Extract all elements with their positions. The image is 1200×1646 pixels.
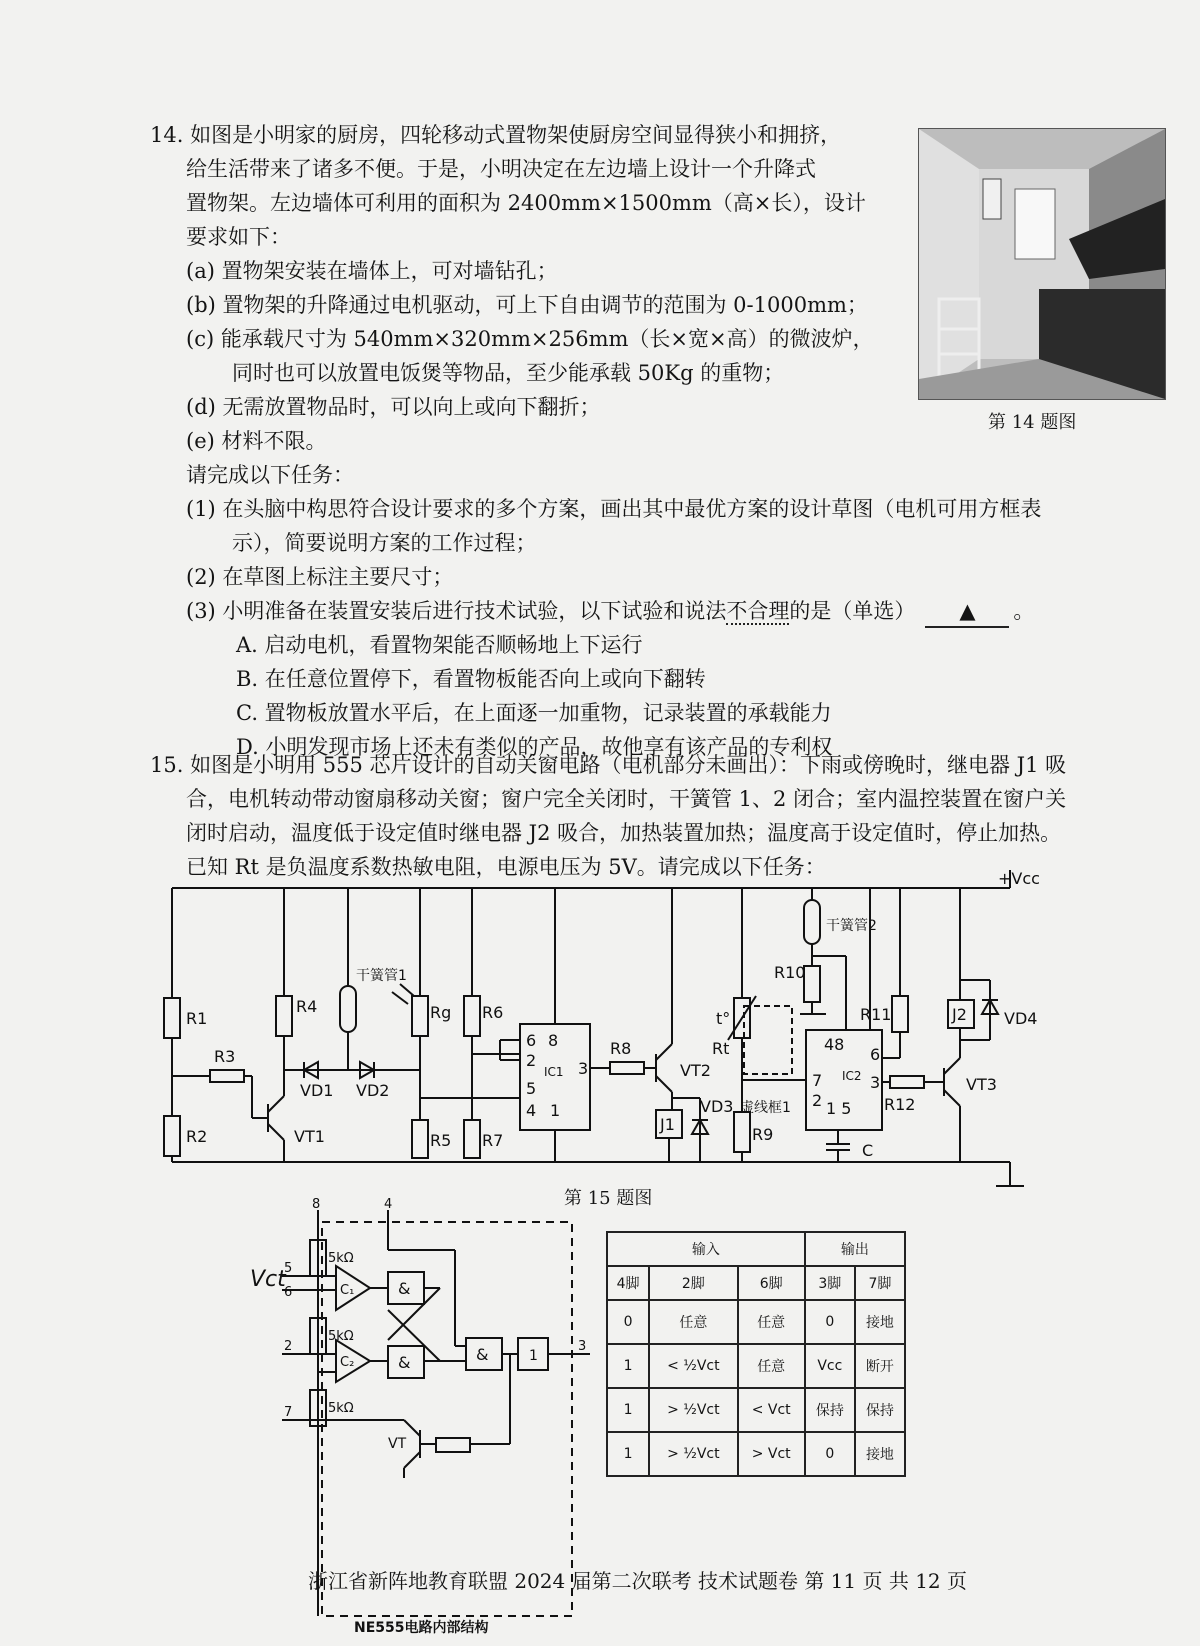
vt1-label: VT1 — [294, 1127, 325, 1146]
vd4-label: VD4 — [1004, 1009, 1038, 1028]
vd1-label: VD1 — [300, 1081, 334, 1100]
r7-label: R7 — [482, 1131, 504, 1150]
reed2-label: 干簧管2 — [826, 918, 877, 934]
q14-req-c-cont: 同时也可以放置电饭煲等物品，至少能承载 50Kg 的重物； — [232, 361, 785, 385]
table-cell: < Vct — [738, 1388, 805, 1432]
q15-line-4: 已知 Rt 是负温度系数热敏电阻，电源电压为 5V。请完成以下任务： — [186, 855, 826, 879]
ic1-pin-5: 5 — [526, 1079, 537, 1098]
vt2-label: VT2 — [680, 1061, 711, 1080]
q14-task-1-cont: 示），简要说明方案的工作过程； — [232, 531, 537, 555]
ic1-pin-2: 2 — [526, 1051, 537, 1070]
ne555-res-1: 5kΩ — [328, 1251, 354, 1266]
ne555-pin-7: 7 — [284, 1405, 293, 1420]
ne555-res-3: 5kΩ — [328, 1401, 354, 1416]
q15-figure-caption: 第 15 题图 — [564, 1188, 653, 1209]
vct-label: Vct — [250, 1267, 286, 1292]
table-cell: 1 — [607, 1388, 649, 1432]
table-cell: 任意 — [738, 1300, 805, 1344]
r8-label: R8 — [610, 1039, 632, 1058]
ic1-pin-1: 1 — [550, 1101, 561, 1120]
q14-line-1: 14. 如图是小明家的厨房，四轮移动式置物架使厨房空间显得狭小和拥挤， — [150, 123, 842, 147]
table-header: 3脚 — [805, 1266, 855, 1300]
q14-req-b: (b) 置物架的升降通过电机驱动，可上下自由调节的范围为 0-1000mm； — [186, 293, 868, 317]
q14-line-3: 置物架。左边墙体可利用的面积为 2400mm×1500mm（高×长），设计 — [186, 191, 866, 215]
q14-task-3-prefix: (3) 小明准备在装置安装后进行技术试验，以下试验和说法 — [186, 599, 727, 623]
ic2-pin-48: 48 — [824, 1035, 845, 1054]
j2-label: J2 — [952, 1005, 967, 1024]
ne555-pin-3: 3 — [578, 1339, 587, 1354]
and-gate-3-label: & — [476, 1345, 489, 1364]
vt3-label: VT3 — [966, 1075, 997, 1094]
r1-label: R1 — [186, 1009, 208, 1028]
ne555-c2-label: C₂ — [340, 1355, 355, 1370]
ne555-pin-5: 5 — [284, 1261, 293, 1276]
ic2-pin-15: 1 5 — [826, 1099, 852, 1118]
table-cell: 0 — [805, 1432, 855, 1476]
q14-req-c: (c) 能承载尺寸为 540mm×320mm×256mm（长×宽×高）的微波炉， — [186, 327, 874, 351]
q14-tasks-title: 请完成以下任务： — [186, 463, 354, 487]
t-label: t° — [716, 1009, 731, 1028]
table-cell: 0 — [607, 1300, 649, 1344]
reed1-label: 干簧管1 — [356, 968, 407, 984]
q14-req-d: (d) 无需放置物品时，可以向上或向下翻折； — [186, 395, 601, 419]
r6-label: R6 — [482, 1003, 504, 1022]
table-cell: Vcc — [805, 1344, 855, 1388]
q14-task-2: (2) 在草图上标注主要尺寸； — [186, 565, 454, 589]
q15-line-3: 闭时启动，温度低于设定值时继电器 J2 吸合，加热装置加热；温度高于设定值时，停止加热。 — [186, 821, 1062, 845]
and-gate-2-label: & — [398, 1353, 411, 1372]
and-gate-1-label: & — [398, 1279, 411, 1298]
q14-task-3-emphasis: 不合理 — [726, 599, 790, 623]
j1-label: J1 — [660, 1115, 675, 1134]
r5-label: R5 — [430, 1131, 452, 1150]
option-b: B. 在任意位置停下，看置物板能否向上或向下翻转 — [236, 667, 706, 691]
r4-label: R4 — [296, 997, 318, 1016]
table-cell: < ½Vct — [649, 1344, 737, 1388]
r12-label: R12 — [884, 1095, 916, 1114]
truth-table — [606, 1231, 906, 1477]
table-cell: > Vct — [738, 1432, 805, 1476]
option-c: C. 置物板放置水平后，在上面逐一加重物，记录装置的承载能力 — [236, 701, 832, 725]
rg-label: Rg — [430, 1003, 452, 1022]
vd3-label: VD3 — [700, 1097, 734, 1116]
q14-task-3-end: 。 — [1013, 599, 1035, 623]
q14-task-3-suffix: 的是（单选） — [789, 599, 916, 623]
r9-label: R9 — [752, 1125, 774, 1144]
ic2-pin-3: 3 — [870, 1073, 881, 1092]
ic1-pin-3: 3 — [578, 1059, 589, 1078]
table-row — [607, 1344, 905, 1388]
r10-label: R10 — [774, 963, 806, 982]
table-row — [607, 1388, 905, 1432]
q14-line-2: 给生活带来了诸多不便。于是，小明决定在左边墙上设计一个升降式 — [186, 157, 816, 181]
table-header: 2脚 — [649, 1266, 737, 1300]
ic1-pin-4: 4 — [526, 1101, 537, 1120]
ne555-vt-label: VT — [388, 1436, 407, 1452]
table-cell: 接地 — [855, 1432, 905, 1476]
ne555-pin-2: 2 — [284, 1339, 293, 1354]
table-cell: 保持 — [855, 1388, 905, 1432]
buffer-label: 1 — [529, 1348, 538, 1364]
ic2-pin-2: 2 — [812, 1091, 823, 1110]
table-cell: 任意 — [738, 1344, 805, 1388]
table-cell: 断开 — [855, 1344, 905, 1388]
ne555-c1-label: C₁ — [340, 1283, 355, 1298]
table-row — [607, 1300, 905, 1344]
table-header: 6脚 — [738, 1266, 805, 1300]
ne555-res-2: 5kΩ — [328, 1329, 354, 1344]
vd2-label: VD2 — [356, 1081, 390, 1100]
ic2-pin-6: 6 — [870, 1045, 881, 1064]
page-footer: 浙江省新阵地教育联盟 2024 届第二次联考 技术试题卷 第 11 页 共 12 页 — [308, 1569, 968, 1593]
q14-req-a: (a) 置物架安装在墙体上，可对墙钻孔； — [186, 259, 558, 283]
rt-label: Rt — [712, 1039, 730, 1058]
q14-figure-caption: 第 14 题图 — [988, 412, 1077, 433]
q14-req-e: (e) 材料不限。 — [186, 429, 327, 453]
ic1-label: IC1 — [544, 1065, 564, 1079]
ne555-caption: NE555电路内部结构 — [354, 1620, 489, 1636]
table-cell: 1 — [607, 1344, 649, 1388]
r11-label: R11 — [860, 1005, 892, 1024]
c-label: C — [862, 1141, 874, 1160]
table-row — [607, 1432, 905, 1476]
table-header: 4脚 — [607, 1266, 649, 1300]
table-cell: 接地 — [855, 1300, 905, 1344]
q14-task-1: (1) 在头脑中构思符合设计要求的多个方案，画出其中最优方案的设计草图（电机可用方框表 — [186, 497, 1042, 521]
ic1-pin-6: 6 — [526, 1031, 537, 1050]
ic2-pin-7: 7 — [812, 1071, 823, 1090]
table-group-input: 输入 — [607, 1232, 805, 1266]
r3-label: R3 — [214, 1047, 236, 1066]
table-cell: 任意 — [649, 1300, 737, 1344]
q15-line-2: 合，电机转动带动窗扇移动关窗；窗户完全关闭时，干簧管 1、2 闭合；室内温控装置在窗户关 — [186, 787, 1067, 811]
ic2-label: IC2 — [842, 1069, 862, 1083]
answer-mark: ▲ — [959, 599, 976, 623]
table-group-output: 输出 — [805, 1232, 905, 1266]
table-cell: 1 — [607, 1432, 649, 1476]
q15-line-1: 15. 如图是小明用 555 芯片设计的自动关窗电路（电机部分未画出）：下雨或傍晚时，继电器 J1 吸 — [150, 753, 1067, 777]
dashed-box-label: 虚线框1 — [740, 1100, 791, 1116]
q14-line-4: 要求如下： — [186, 225, 291, 249]
option-d: D. 小明发现市场上还未有类似的产品，故他享有该产品的专利权 — [236, 735, 833, 759]
table-cell: > ½Vct — [649, 1388, 737, 1432]
vcc-label: +Vcc — [998, 869, 1040, 888]
ne555-pin-6: 6 — [284, 1285, 293, 1300]
table-cell: > ½Vct — [649, 1432, 737, 1476]
ne555-pin-4: 4 — [384, 1197, 393, 1212]
ic1-pin-8: 8 — [548, 1031, 559, 1050]
ne555-pin-8: 8 — [312, 1197, 321, 1212]
option-a: A. 启动电机，看置物架能否顺畅地上下运行 — [236, 633, 643, 657]
table-cell: 0 — [805, 1300, 855, 1344]
table-cell: 保持 — [805, 1388, 855, 1432]
table-header: 7脚 — [855, 1266, 905, 1300]
r2-label: R2 — [186, 1127, 208, 1146]
